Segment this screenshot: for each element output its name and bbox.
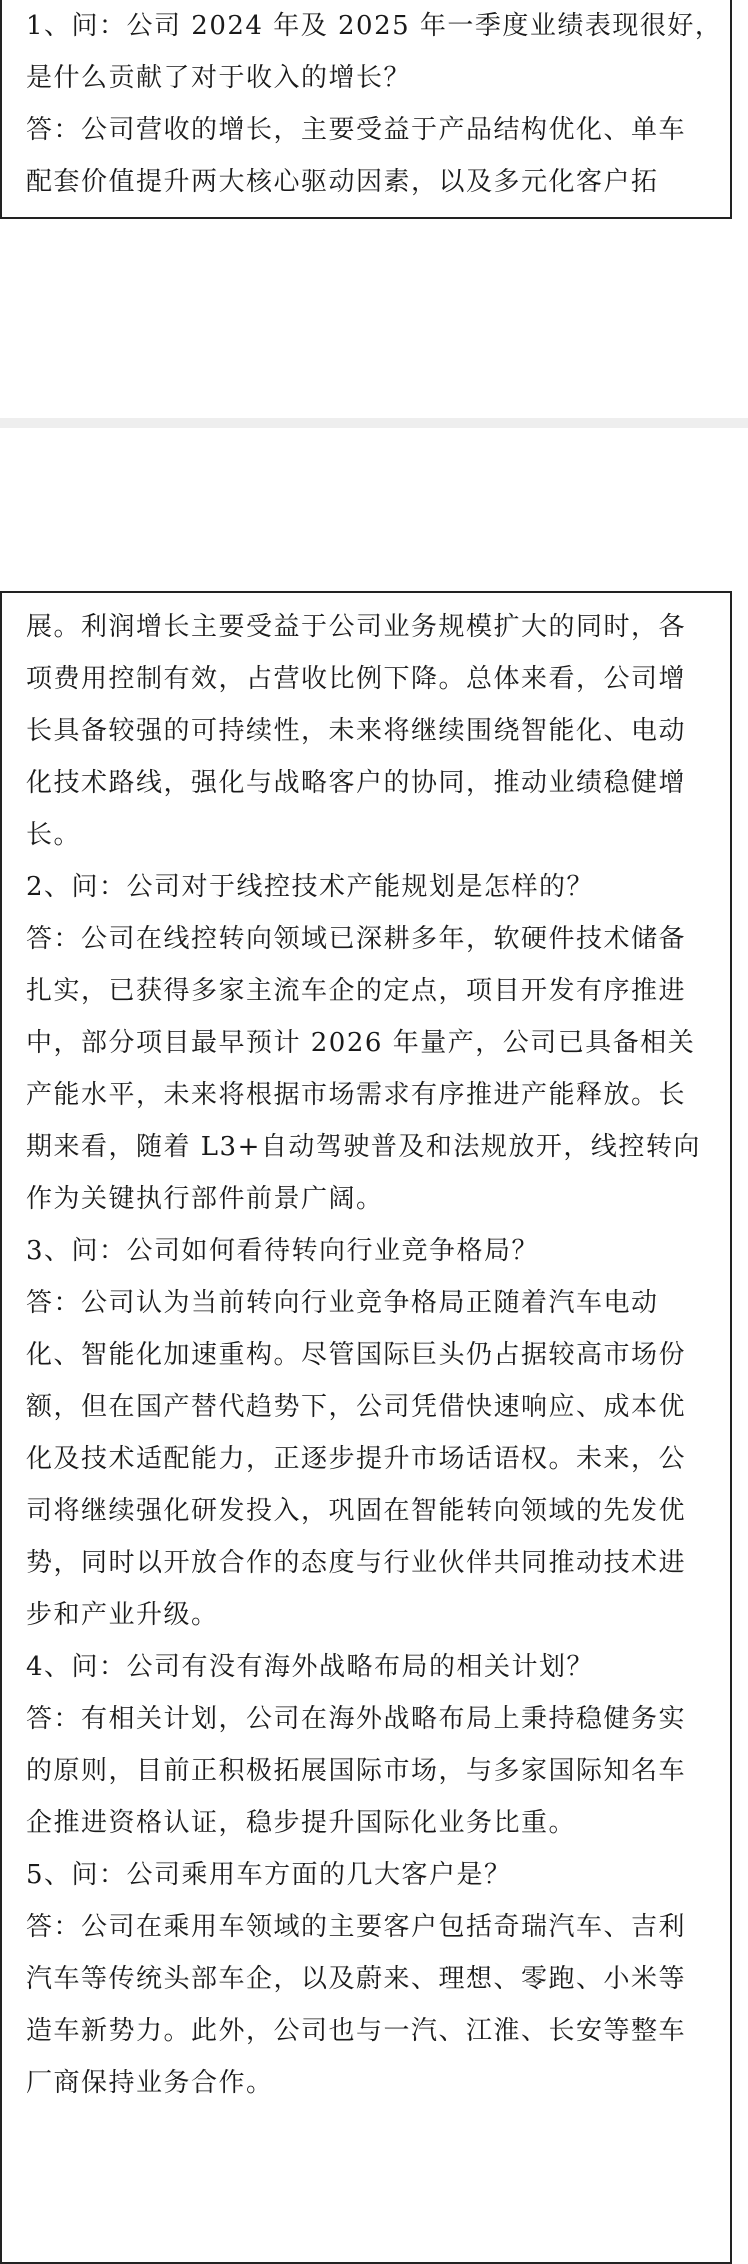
answer-line: 答：公司在线控转向领域已深耕多年，软硬件技术储备 xyxy=(26,924,687,954)
question-line: 3、问：公司如何看待转向行业竞争格局？ xyxy=(26,1236,540,1266)
text-line: 作为关键执行部件前景广阔。 xyxy=(26,1184,384,1214)
text-line: 中，部分项目最早预计 2026 年量产，公司已具备相关 xyxy=(26,1028,696,1058)
text-line: 产能水平，未来将根据市场需求有序推进产能释放。长 xyxy=(26,1080,687,1110)
text-line: 扎实，已获得多家主流车企的定点，项目开发有序推进 xyxy=(26,976,687,1006)
answer-line: 答：公司认为当前转向行业竞争格局正随着汽车电动 xyxy=(26,1288,659,1318)
text-line: 司将继续强化研发投入，巩固在智能转向领域的先发优 xyxy=(26,1496,687,1526)
text-line: 造车新势力。此外，公司也与一汽、江淮、长安等整车 xyxy=(26,2016,687,2046)
text-line: 化技术路线，强化与战略客户的协同，推动业绩稳健增 xyxy=(26,768,687,798)
text-block-top xyxy=(26,0,723,208)
text-line: 长。 xyxy=(26,820,82,850)
text-line: 化及技术适配能力，正逐步提升市场话语权。未来，公 xyxy=(26,1444,687,1474)
text-line: 长具备较强的可持续性，未来将继续围绕智能化、电动 xyxy=(26,716,687,746)
text-line: 步和产业升级。 xyxy=(26,1600,219,1630)
question-line: 5、问：公司乘用车方面的几大客户是？ xyxy=(26,1860,512,1890)
text-line: 汽车等传统头部车企，以及蔚来、理想、零跑、小米等 xyxy=(26,1964,687,1994)
text-line: 项费用控制有效，占营收比例下降。总体来看，公司增 xyxy=(26,664,687,694)
document-section-top xyxy=(0,0,732,219)
page-divider xyxy=(0,418,748,428)
text-line: 1、问：公司 2024 年及 2025 年一季度业绩表现很好， xyxy=(26,11,723,41)
question-line: 2、问：公司对于线控技术产能规划是怎样的？ xyxy=(26,872,595,902)
text-line: 期来看，随着 L3+自动驾驶普及和法规放开，线控转向 xyxy=(26,1132,701,1162)
text-line: 化、智能化加速重构。尽管国际巨头仍占据较高市场份 xyxy=(26,1340,687,1370)
text-line: 势，同时以开放合作的态度与行业伙伴共同推动技术进 xyxy=(26,1548,687,1578)
answer-line: 答：公司在乘用车领域的主要客户包括奇瑞汽车、吉利 xyxy=(26,1912,687,1942)
answer-line: 答：有相关计划，公司在海外战略布局上秉持稳健务实 xyxy=(26,1704,687,1734)
text-line: 企推进资格认证，稳步提升国际化业务比重。 xyxy=(26,1808,577,1838)
text-block-bottom xyxy=(26,601,712,2109)
text-line: 厂商保持业务合作。 xyxy=(26,2068,274,2098)
text-line: 额，但在国产替代趋势下，公司凭借快速响应、成本优 xyxy=(26,1392,687,1422)
text-line: 答：公司营收的增长，主要受益于产品结构优化、单车 xyxy=(26,115,687,145)
text-line: 展。利润增长主要受益于公司业务规模扩大的同时，各 xyxy=(26,612,687,642)
text-line: 是什么贡献了对于收入的增长？ xyxy=(26,63,412,93)
question-line: 4、问：公司有没有海外战略布局的相关计划？ xyxy=(26,1652,595,1682)
document-section-bottom xyxy=(0,591,732,2264)
text-line: 的原则，目前正积极拓展国际市场，与多家国际知名车 xyxy=(26,1756,687,1786)
text-line: 配套价值提升两大核心驱动因素，以及多元化客户拓 xyxy=(26,167,659,197)
